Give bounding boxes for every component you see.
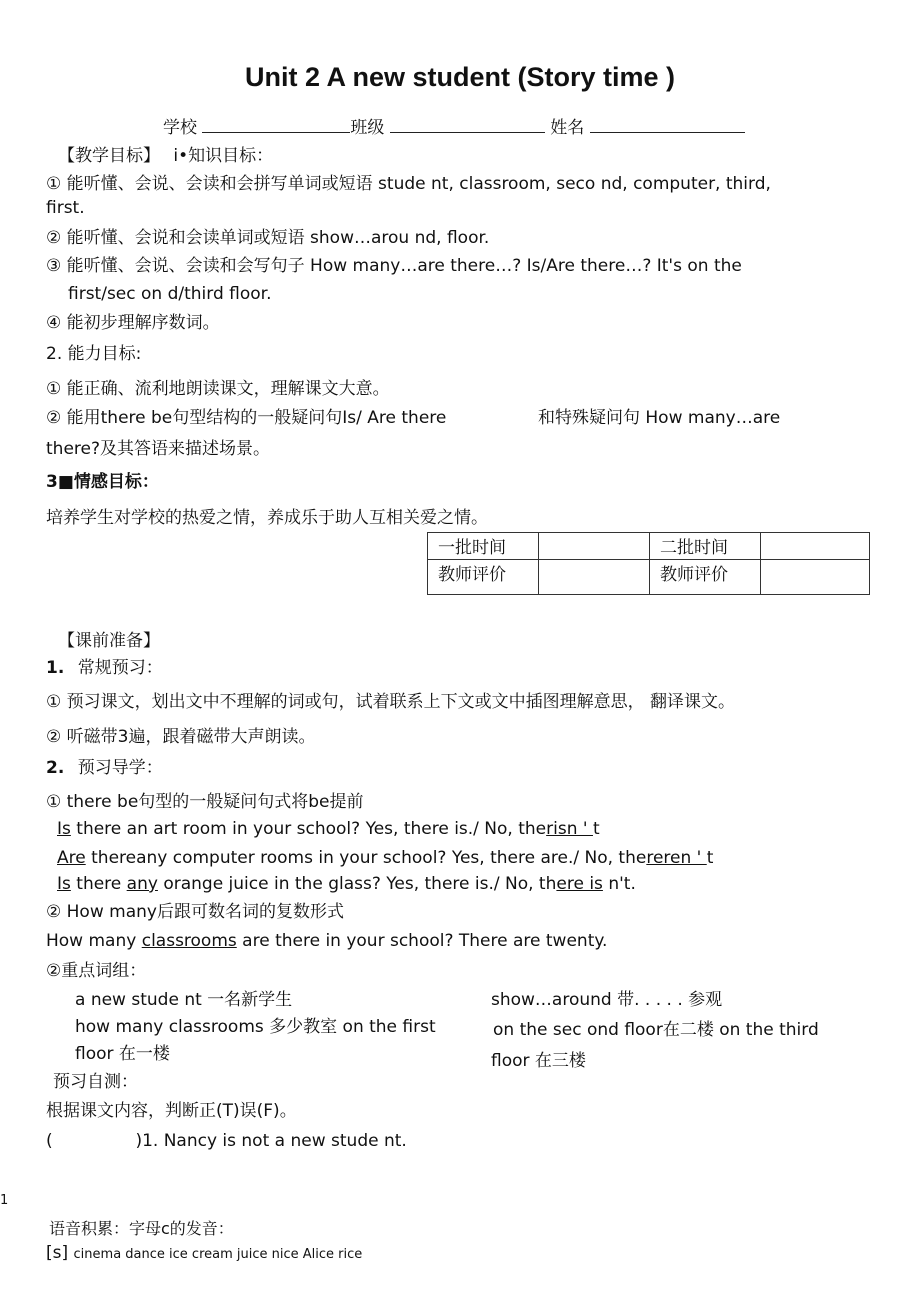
name-field[interactable] <box>590 115 745 133</box>
prep-section-1 <box>46 657 163 679</box>
prep-section-2 <box>46 757 163 779</box>
phrase-right-3: floor 在三楼 <box>491 1051 586 1071</box>
ability-goal-2-cont: there?及其答语来描述场景。 <box>46 439 270 459</box>
table-cell[interactable] <box>761 560 870 595</box>
section-number: 1. <box>46 658 65 678</box>
phrase-right-2: on the sec ond floor在二楼 on the third <box>493 1020 819 1040</box>
emotion-goal-heading: 3■情感目标： <box>46 472 159 492</box>
example-sentence-3: Is there any orange juice in the glass? Yes, there is./ No, there is n't. <box>57 874 636 894</box>
question-1: ( )1. Nancy is not a new stude nt. <box>46 1131 407 1151</box>
table-cell[interactable] <box>539 533 650 560</box>
phonetic-symbol: [s] <box>46 1243 69 1263</box>
section-number: 2. <box>46 758 65 778</box>
knowledge-goal-3: ③ 能听懂、会说、会读和会写句子 How many…are there…? Is/Are there…? It's on the <box>46 256 742 276</box>
phrase-left-2: how many classrooms 多少教室 on the first <box>75 1017 436 1037</box>
knowledge-goal-3-cont: first/sec on d/third floor. <box>68 284 272 304</box>
example-sentence-4: How many classrooms are there in your school? There are twenty. <box>46 931 608 951</box>
table-cell[interactable] <box>761 533 870 560</box>
prep-item-2: ② 听磁带3遍，跟着磁带大声朗读。 <box>46 727 316 747</box>
page-number: 1 <box>0 1193 9 1208</box>
self-test-heading: 预习自测： <box>53 1072 138 1092</box>
phonics-line <box>46 1242 362 1266</box>
student-info-line <box>163 115 745 139</box>
knowledge-goal-1-cont: first. <box>46 198 85 218</box>
prep-item-1: ① 预习课文，划出文中不理解的词或句，试着联系上下文或文中插图理解意思， 翻译课文。 <box>46 692 736 712</box>
school-label: 学校 <box>163 118 197 138</box>
table-cell[interactable] <box>539 560 650 595</box>
name-label: 姓名 <box>550 118 585 138</box>
section-title: 预习导学： <box>77 758 163 778</box>
knowledge-goal-heading: i•知识目标： <box>173 146 274 166</box>
goals-heading-line <box>58 145 273 167</box>
grammar-point-1: ① there be句型的一般疑问句式将be提前 <box>46 792 364 812</box>
phrase-right-1: show…around 带. . . . . 参观 <box>491 990 723 1010</box>
example-sentence-2: Are thereany computer rooms in your school? Yes, there are./ No, thereren ' t <box>57 848 714 868</box>
section-title: 常规预习： <box>77 658 163 678</box>
class-field[interactable] <box>390 115 545 133</box>
class-label: 班级 <box>350 118 385 138</box>
table-cell: 一批时间 <box>428 533 539 560</box>
ability-goal-2: ② 能用there be句型结构的一般疑问句Is/ Are there <box>46 408 447 428</box>
grammar-point-2: ② How many后跟可数名词的复数形式 <box>46 902 344 922</box>
phonics-heading: 语音积累：字母c的发音： <box>49 1219 234 1238</box>
school-field[interactable] <box>202 115 350 133</box>
goals-heading: 【教学目标】 <box>58 146 160 166</box>
prep-heading: 【课前准备】 <box>58 631 160 651</box>
knowledge-goal-1: ① 能听懂、会说、会读和会拼写单词或短语 stude nt, classroom, seco nd, computer, third, <box>46 174 771 194</box>
phrases-heading: ②重点词组： <box>46 961 147 981</box>
evaluation-table <box>427 532 870 595</box>
knowledge-goal-4: ④ 能初步理解序数词。 <box>46 313 220 333</box>
ability-goal-heading: 2. 能力目标: <box>46 344 142 364</box>
self-test-instructions: 根据课文内容，判断正(T)误(F)。 <box>46 1101 297 1121</box>
table-cell: 二批时间 <box>650 533 761 560</box>
page-title: Unit 2 A new student (Story time ) <box>244 62 676 92</box>
phrase-left-1: a new stude nt 一名新学生 <box>75 990 293 1010</box>
phonics-words: cinema dance ice cream juice nice Alice rice <box>73 1247 363 1262</box>
knowledge-goal-2: ② 能听懂、会说和会读单词或短语 show…arou nd, floor. <box>46 228 490 248</box>
table-cell: 教师评价 <box>650 560 761 595</box>
example-sentence-1: Is there an art room in your school? Yes, there is./ No, therisn ' t <box>57 819 600 839</box>
table-cell: 教师评价 <box>428 560 539 595</box>
emotion-goal: 培养学生对学校的热爱之情，养成乐于助人互相关爱之情。 <box>46 508 488 528</box>
ability-goal-1: ① 能正确、流利地朗读课文，理解课文大意。 <box>46 379 390 399</box>
ability-goal-2-part2: 和特殊疑问句 How many…are <box>538 408 781 428</box>
phrase-left-3: floor 在一楼 <box>75 1044 170 1064</box>
